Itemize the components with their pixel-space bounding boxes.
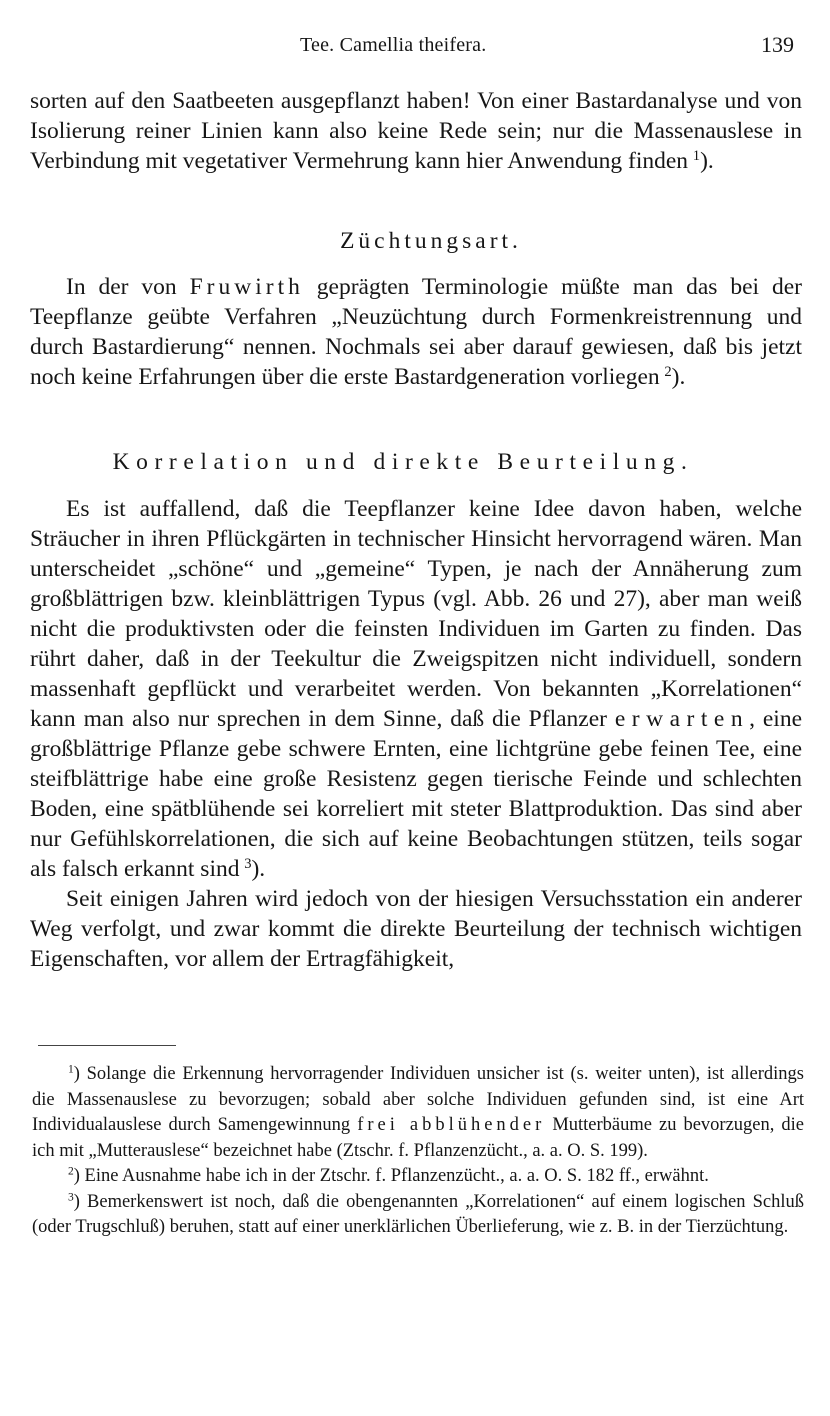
paragraph-versuchsstation: Seit einigen Jahren wird jedoch von der hiesigen Versuchsstation ein anderer Weg verfolgt, und zwar kommt die direkte Beurteilung der technisch wichtigen Eigenschaften, vor allem der Ertragfähigkeit, — [30, 886, 802, 972]
emphasized-word: erwarten — [614, 706, 750, 732]
footnote-separator — [38, 1045, 176, 1046]
footnote-text: Mutterbäume zu bevorzugen, die ich mit „Mutterauslese“ bezeichnet habe (Ztschr. f. Pflanzenzücht., a. a. O. S. 199). — [32, 1115, 804, 1161]
paragraph-tail: ). — [251, 856, 266, 882]
paragraph-text: Es ist auffallend, daß die Teepflanzer keine Idee davon haben, welche Sträucher in ihren Pflückgärten in technischer Hinsicht hervorragend wären. Man unterscheidet „schöne“ und „gemeine“ Typen, je nach der Annäherung zum großblättrigen bzw. kleinblättrigen Typus (vgl. Abb. 26 und 27), aber man weiß nicht die produktivsten oder die feinsten Individuen im Garten zu finden. Das rührt daher, daß in der Teekultur die Zweigspitzen nicht individuell, sondern massenhaft gepflückt und verarbeitet werden. Von bekannten „Korrelationen“ kann man also nur sprechen in dem Sinne, daß die Pflanzer — [30, 496, 802, 732]
footnote-3 — [32, 1190, 804, 1241]
running-header — [0, 30, 830, 60]
footnote-reference: 2 — [664, 364, 672, 380]
paragraph-text: In der von — [66, 274, 190, 300]
paragraph-text: geprägten Terminologie müßte man das bei der Teepflanze geübte Verfahren „Neuzüchtung durch Formenkreistrennung und durch Bastardierung“ nennen. Nochmals sei aber darauf gewiesen, daß bis jetzt noch keine Erfahrungen über die erste Bastardgeneration vorliegen — [30, 274, 802, 390]
page-number: 139 — [761, 32, 794, 57]
footnote-marker: 3 — [68, 1191, 74, 1204]
footnote-1 — [32, 1062, 804, 1164]
footnote-marker: 1 — [68, 1063, 74, 1076]
paragraph-tail: ). — [700, 148, 714, 174]
footnote-marker: 2 — [68, 1165, 74, 1178]
section-heading: Züchtungsart. — [340, 228, 522, 254]
paragraph-text: sorten auf den Saatbeeten ausgepflanzt haben! Von einer Bastardanalyse und von Isolierung reiner Linien kann also keine Rede sein; nur die Massenauslese in Verbindung mit vegetativer Vermehrung kann hier Anwendung finden — [30, 88, 802, 174]
footnote-text: ) Bemerkenswert ist noch, daß die obengenannten „Korrelationen“ auf einem logischen Schluß (oder Trugschluß) beruhen, statt auf einer unerklärlichen Überlieferung, wie z. B. in der Tierzüchtung. — [32, 1191, 804, 1237]
section-heading: Korrelation und direkte Beurteilung. — [112, 449, 694, 475]
author-name: Fruwirth — [189, 274, 304, 300]
paragraph-korrelation — [30, 494, 802, 974]
footnote-reference: 1 — [692, 148, 701, 164]
running-title: Tee. Camellia theifera. — [300, 34, 487, 56]
footnote-text: ) Solange die Erkennung hervorragender Individuen unsicher ist (s. weiter unten), ist allerdings die Massenauslese zu bevorzugen; sobald aber solche Individuen gefunden sind, ist eine Art Individualauslese durch Samengewinnung — [32, 1064, 804, 1135]
footnotes — [32, 1062, 804, 1241]
emphasized-phrase: frei abblühender — [357, 1115, 546, 1135]
paragraph-text: , eine großblättrige Pflanze gebe schwere Ernten, eine lichtgrüne gebe feinen Tee, eine steifblättrige habe eine große Resistenz gegen tierische Feinde und schlechten Boden, eine spätblühende sei korreliert mit steter Blattproduktion. Das sind aber nur Gefühlskorrelationen, die sich auf keine Beobachtungen stützen, teils sogar als falsch erkannt sind — [30, 706, 802, 882]
paragraph-tail: ). — [671, 364, 686, 390]
footnote-2 — [32, 1164, 804, 1190]
footnote-reference: 3 — [244, 856, 252, 872]
footnote-text: ) Eine Ausnahme habe ich in der Ztschr. f. Pflanzenzücht., a. a. O. S. 182 ff., erwähnt. — [73, 1166, 709, 1186]
paragraph-continuation — [30, 86, 802, 176]
paragraph-zuechtungsart — [30, 272, 802, 392]
